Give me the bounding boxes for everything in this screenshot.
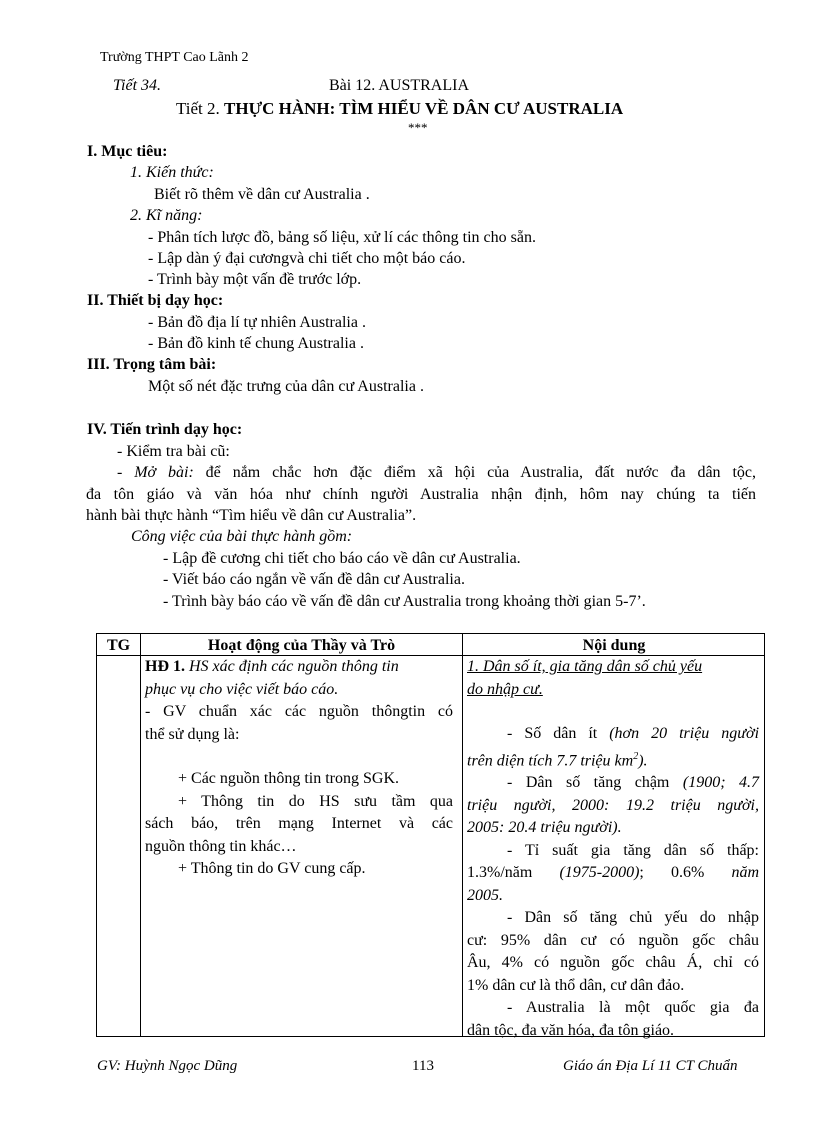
table-divider xyxy=(140,634,141,1036)
content-line xyxy=(467,723,759,746)
content-line: Âu, 4% có nguồn gốc châu Á, chỉ có xyxy=(467,954,759,972)
content-text: ). xyxy=(638,751,648,769)
activity-line: + Các nguồn thông tin trong SGK. xyxy=(178,770,400,787)
title-separator: *** xyxy=(408,120,428,135)
activity-line: thể sử dụng là: xyxy=(145,725,240,743)
content-text: (1900; 4.7 xyxy=(682,774,760,792)
content-text: (1975-2000) xyxy=(559,864,640,882)
activity-line: + Thông tin do HS sưu tầm qua xyxy=(178,792,453,810)
content-line: triệu người, 2000: 19.2 triệu người, xyxy=(467,796,759,814)
content-line: dân tộc, đa văn hóa, đa tôn giáo. xyxy=(467,1021,675,1039)
section-objectives-title: I. Mục tiêu: xyxy=(87,143,168,160)
activity-line: sách báo, trên mạng Internet và các xyxy=(145,815,453,832)
content-text: năm xyxy=(731,864,759,882)
content-line: 2005. xyxy=(467,886,503,904)
content-text: ; 0.6% xyxy=(639,864,732,882)
section-process-title: IV. Tiến trình dạy học: xyxy=(87,421,243,438)
table-header-time: TG xyxy=(106,637,131,654)
table-divider xyxy=(462,634,463,1036)
unit-title: Bài 12. AUSTRALIA xyxy=(329,77,469,94)
content-line: - Tỉ suất gia tăng dân số thấp: xyxy=(507,841,759,859)
school-name: Trường THPT Cao Lãnh 2 xyxy=(100,50,249,65)
check-old-lesson: - Kiểm tra bài cũ: xyxy=(117,443,230,460)
intro-label: - Mở bài: xyxy=(117,464,194,481)
lesson-table xyxy=(96,633,765,1037)
content-sup: 2 xyxy=(633,750,639,762)
intro-line: đa tôn giáo và văn hóa như chính người Australia nhận định, hôm nay chúng ta tiến xyxy=(86,486,756,503)
skill-item: - Trình bày một vấn đề trước lớp. xyxy=(148,271,362,288)
knowledge-text: Biết rõ thêm về dân cư Australia . xyxy=(154,186,370,203)
activity-line: + Thông tin do GV cung cấp. xyxy=(178,860,366,877)
equipment-item: - Bản đồ kinh tế chung Australia . xyxy=(148,335,364,352)
intro-line: hành bài thực hành “Tìm hiểu về dân cư Australia”. xyxy=(86,507,417,524)
knowledge-title: 1. Kiến thức: xyxy=(130,164,214,181)
activity-line: - GV chuẩn xác các nguồn thôngtin có xyxy=(145,703,453,720)
content-cell xyxy=(467,656,759,1042)
work-item: - Lập đề cương chi tiết cho báo cáo về dân cư Australia. xyxy=(163,550,521,567)
content-heading: 1. Dân số ít, gia tăng dân số chủ yếu xyxy=(467,658,703,675)
content-text: trên diện tích 7.7 triệu km xyxy=(467,751,634,769)
content-heading: do nhập cư. xyxy=(467,680,543,698)
skills-title: 2. Kĩ năng: xyxy=(130,207,203,224)
lesson-title-prefix: Tiết 2. xyxy=(176,99,225,118)
table-header-activity: Hoạt động của Thầy và Trò xyxy=(207,637,396,654)
footer-page-number: 113 xyxy=(412,1058,434,1074)
skill-item: - Lập dàn ý đại cươngvà chi tiết cho một báo cáo. xyxy=(148,250,466,267)
content-line xyxy=(467,862,759,885)
content-line: 2005: 20.4 triệu người). xyxy=(467,819,622,837)
activity-line: nguồn thông tin khác… xyxy=(145,837,297,855)
intro-line xyxy=(117,464,756,482)
content-text: - Dân số tăng chậm xyxy=(507,774,683,792)
footer-teacher: GV: Huỳnh Ngọc Dũng xyxy=(97,1058,238,1074)
content-text: - Số dân ít xyxy=(507,725,610,742)
work-title: Công việc của bài thực hành gồm: xyxy=(131,528,353,545)
intro-text: để nắm chắc hơn đặc điểm xã hội của Australia, đất nước đa dân tộc, xyxy=(193,464,757,481)
lesson-title-main: THỰC HÀNH: TÌM HIỂU VỀ DÂN CƯ AUSTRALIA xyxy=(224,99,624,118)
work-item: - Trình bày báo cáo về vấn đề dân cư Australia trong khoảng thời gian 5-7’. xyxy=(163,593,646,610)
section-focus-title: III. Trọng tâm bài: xyxy=(87,356,217,373)
lesson-title xyxy=(176,99,623,119)
content-text: (hơn 20 triệu người xyxy=(609,725,760,742)
footer-document-title: Giáo án Địa Lí 11 CT Chuẩn xyxy=(563,1058,738,1074)
lesson-number: Tiết 34. xyxy=(113,77,162,94)
activity-cell xyxy=(145,656,453,881)
table-header-content: Nội dung xyxy=(582,637,646,654)
equipment-item: - Bản đồ địa lí tự nhiên Australia . xyxy=(148,314,366,331)
activity-text: HS xác định các nguồn thông tin xyxy=(185,658,399,675)
activity-label: HĐ 1. xyxy=(145,658,185,675)
focus-text: Một số nét đặc trưng của dân cư Australia . xyxy=(148,378,424,395)
content-line: - Australia là một quốc gia đa xyxy=(507,999,759,1017)
skill-item: - Phân tích lược đồ, bảng số liệu, xử lí các thông tin cho sẵn. xyxy=(148,229,536,246)
content-line: cư: 95% dân cư có nguồn gốc châu xyxy=(467,931,759,949)
content-line xyxy=(467,772,759,795)
content-line: - Dân số tăng chủ yếu do nhập xyxy=(507,909,759,927)
work-item: - Viết báo cáo ngắn về vấn đề dân cư Australia. xyxy=(163,571,465,588)
content-text: 1.3%/năm xyxy=(467,864,560,882)
content-line: 1% dân cư là thổ dân, cư dân đảo. xyxy=(467,976,685,994)
section-equipment-title: II. Thiết bị dạy học: xyxy=(87,292,224,309)
activity-line: phục vụ cho việc viết báo cáo. xyxy=(145,680,339,698)
content-line xyxy=(467,746,759,773)
